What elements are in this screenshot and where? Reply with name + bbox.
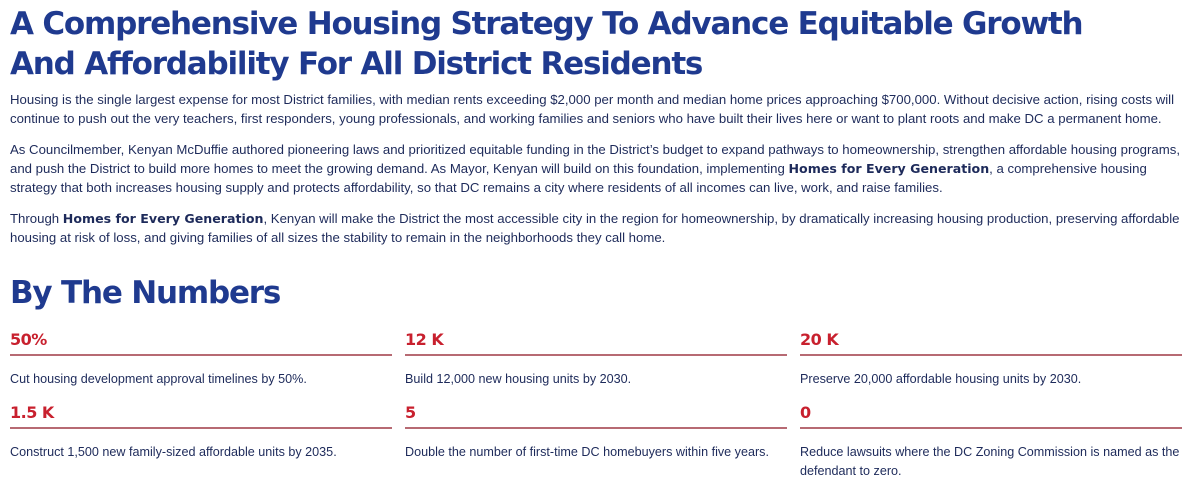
- intro-paragraph-2-text-end: , a comprehensive housing strategy that both increases housing supply and protects affordability, so that DC remains a city where residents of all incomes can live, work, and raise families.: [10, 161, 1147, 195]
- housing-strategy-page: [10, 4, 1190, 478]
- stat-item-approval-timelines: [10, 329, 392, 389]
- stat-description: Double the number of first-time DC homebuyers within five years.: [405, 445, 769, 459]
- intro-paragraph-3: [10, 209, 1190, 247]
- stat-description: Construct 1,500 new family-sized affordable units by 2035.: [10, 445, 337, 459]
- stat-value: 5: [405, 402, 787, 429]
- stat-item-preserve-units: [800, 329, 1182, 389]
- stat-value: 12 K: [405, 329, 787, 356]
- stat-value: 0: [800, 402, 1182, 429]
- stat-item-new-units: [405, 329, 787, 389]
- stat-value: 50%: [10, 329, 392, 356]
- stat-description: Reduce lawsuits where the DC Zoning Commission is named as the defendant to zero.: [800, 445, 1180, 478]
- program-name-bold: Homes for Every Generation: [62, 211, 264, 226]
- stat-item-zoning-lawsuits: [800, 402, 1182, 481]
- intro-paragraph-1: Housing is the single largest expense for most District families, with median rents exceeding $2,000 per month and median home prices approaching $700,000. Without decisive action, rising costs will continue to push out the very teachers, first responders, young professionals, and working families and seniors who have built their lives here or want to plant roots and make DC a permanent home.: [10, 92, 1175, 126]
- stat-value: 20 K: [800, 329, 1182, 356]
- intro-paragraph-3-text-end: , Kenyan will make the District the most accessible city in the region for homeownership, by dramatically increasing housing production, preserving affordable housing at risk of loss, and giving families of all sizes the stability to remain in the neighborhoods they call home.: [10, 211, 1180, 245]
- by-the-numbers-heading: By The Numbers: [10, 275, 281, 311]
- program-name-bold: Homes for Every Generation: [788, 161, 990, 176]
- intro-paragraph-2-text-start: As Councilmember, Kenyan McDuffie authored pioneering laws and prioritized equitable funding in the District’s budget to expand pathways to homeownership, strengthen affordable housing programs, and push the District to build more homes to meet the growing demand. As Mayor, Kenyan will build on this foundation, implementing: [10, 142, 1180, 176]
- stat-description: Cut housing development approval timelines by 50%.: [10, 372, 307, 386]
- stat-item-first-time-homebuyers: [405, 402, 787, 462]
- stat-value: 1.5 K: [10, 402, 392, 429]
- intro-paragraph-3-text-start: Through: [10, 211, 63, 226]
- stat-item-family-units: [10, 402, 392, 462]
- stat-description: Preserve 20,000 affordable housing units by 2030.: [800, 372, 1082, 386]
- page-title: A Comprehensive Housing Strategy To Advance Equitable Growth And Affordability For All District Residents: [10, 6, 1083, 82]
- stat-description: Build 12,000 new housing units by 2030.: [405, 372, 632, 386]
- intro-paragraph-2: [10, 140, 1190, 197]
